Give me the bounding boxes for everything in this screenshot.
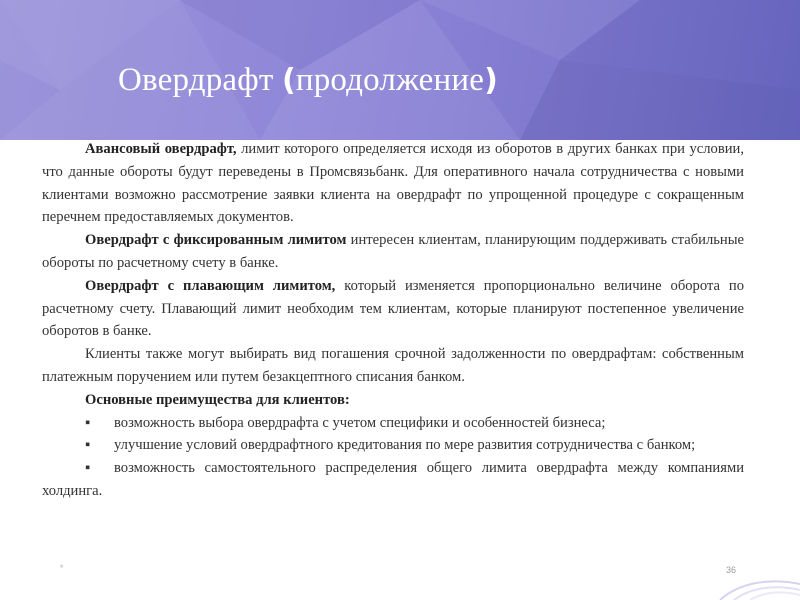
list-item-text: возможность выбора овердрафта с учетом специфики и особенностей бизнеса; — [114, 414, 606, 431]
term-floating-limit: Овердрафт с плавающим лимитом, — [85, 277, 336, 294]
benefits-heading: Основные преимущества для клиентов: — [85, 391, 350, 408]
slide-body — [42, 138, 744, 503]
paragraph-advance-overdraft — [42, 138, 744, 229]
list-item-text: улучшение условий овердрафтного кредитования по мере развития сотрудничества с банком; — [114, 437, 696, 454]
bullet-icon: ▪ — [85, 437, 91, 454]
paragraph-text: интересен клиентам, планирующим поддерживать стабильные обороты по расчетному счету в банке. — [42, 232, 744, 271]
title-subtitle-word: продолжение — [295, 62, 485, 98]
list-item-text: возможность самостоятельного распределения общего лимита овердрафта между компаниями холдинга. — [42, 460, 744, 499]
footer-mark: * — [60, 563, 64, 573]
paragraph-text: Клиенты также могут выбирать вид погашения срочной задолженности по овердрафтам: собственным платежным поручением или путем безакцептного списания банком. — [42, 346, 744, 385]
corner-swoosh-logo — [710, 570, 800, 600]
bullet-icon: ▪ — [85, 460, 91, 477]
slide-number: 36 — [725, 565, 736, 575]
paragraph-floating-limit — [42, 275, 744, 343]
term-fixed-limit: Овердрафт с фиксированным лимитом — [85, 232, 347, 249]
paragraph-text: который изменяется пропорционально величине оборота по расчетному счету. Плавающий лимит необходим тем клиентам, которые планируют постепенное увеличение оборотов в банке. — [42, 277, 745, 340]
title-close-paren: ) — [484, 63, 498, 98]
bullet-icon: ▪ — [85, 414, 91, 431]
benefits-heading-paragraph — [42, 389, 744, 412]
title-main-text: Овердрафт — [118, 62, 282, 98]
list-item — [42, 434, 744, 457]
paragraph-text: лимит которого определяется исходя из оборотов в других банках при условии, что данные обороты будут переведены в Промсвязьбанк. Для оперативного начала сотрудничества с новыми клиентами возможно рассмотрение заявки клиента на овердрафт по упрощенной процедуре с сокращенным перечнем предоставляемых документов. — [42, 141, 745, 226]
list-item — [42, 412, 744, 435]
slide-header-banner — [0, 0, 800, 140]
paragraph-fixed-limit — [42, 229, 744, 275]
slide-title — [118, 62, 498, 99]
term-advance-overdraft: Авансовый овердрафт, — [85, 141, 237, 157]
list-item — [42, 457, 744, 503]
paragraph-repayment — [42, 343, 744, 389]
title-open-paren: ( — [281, 63, 296, 98]
